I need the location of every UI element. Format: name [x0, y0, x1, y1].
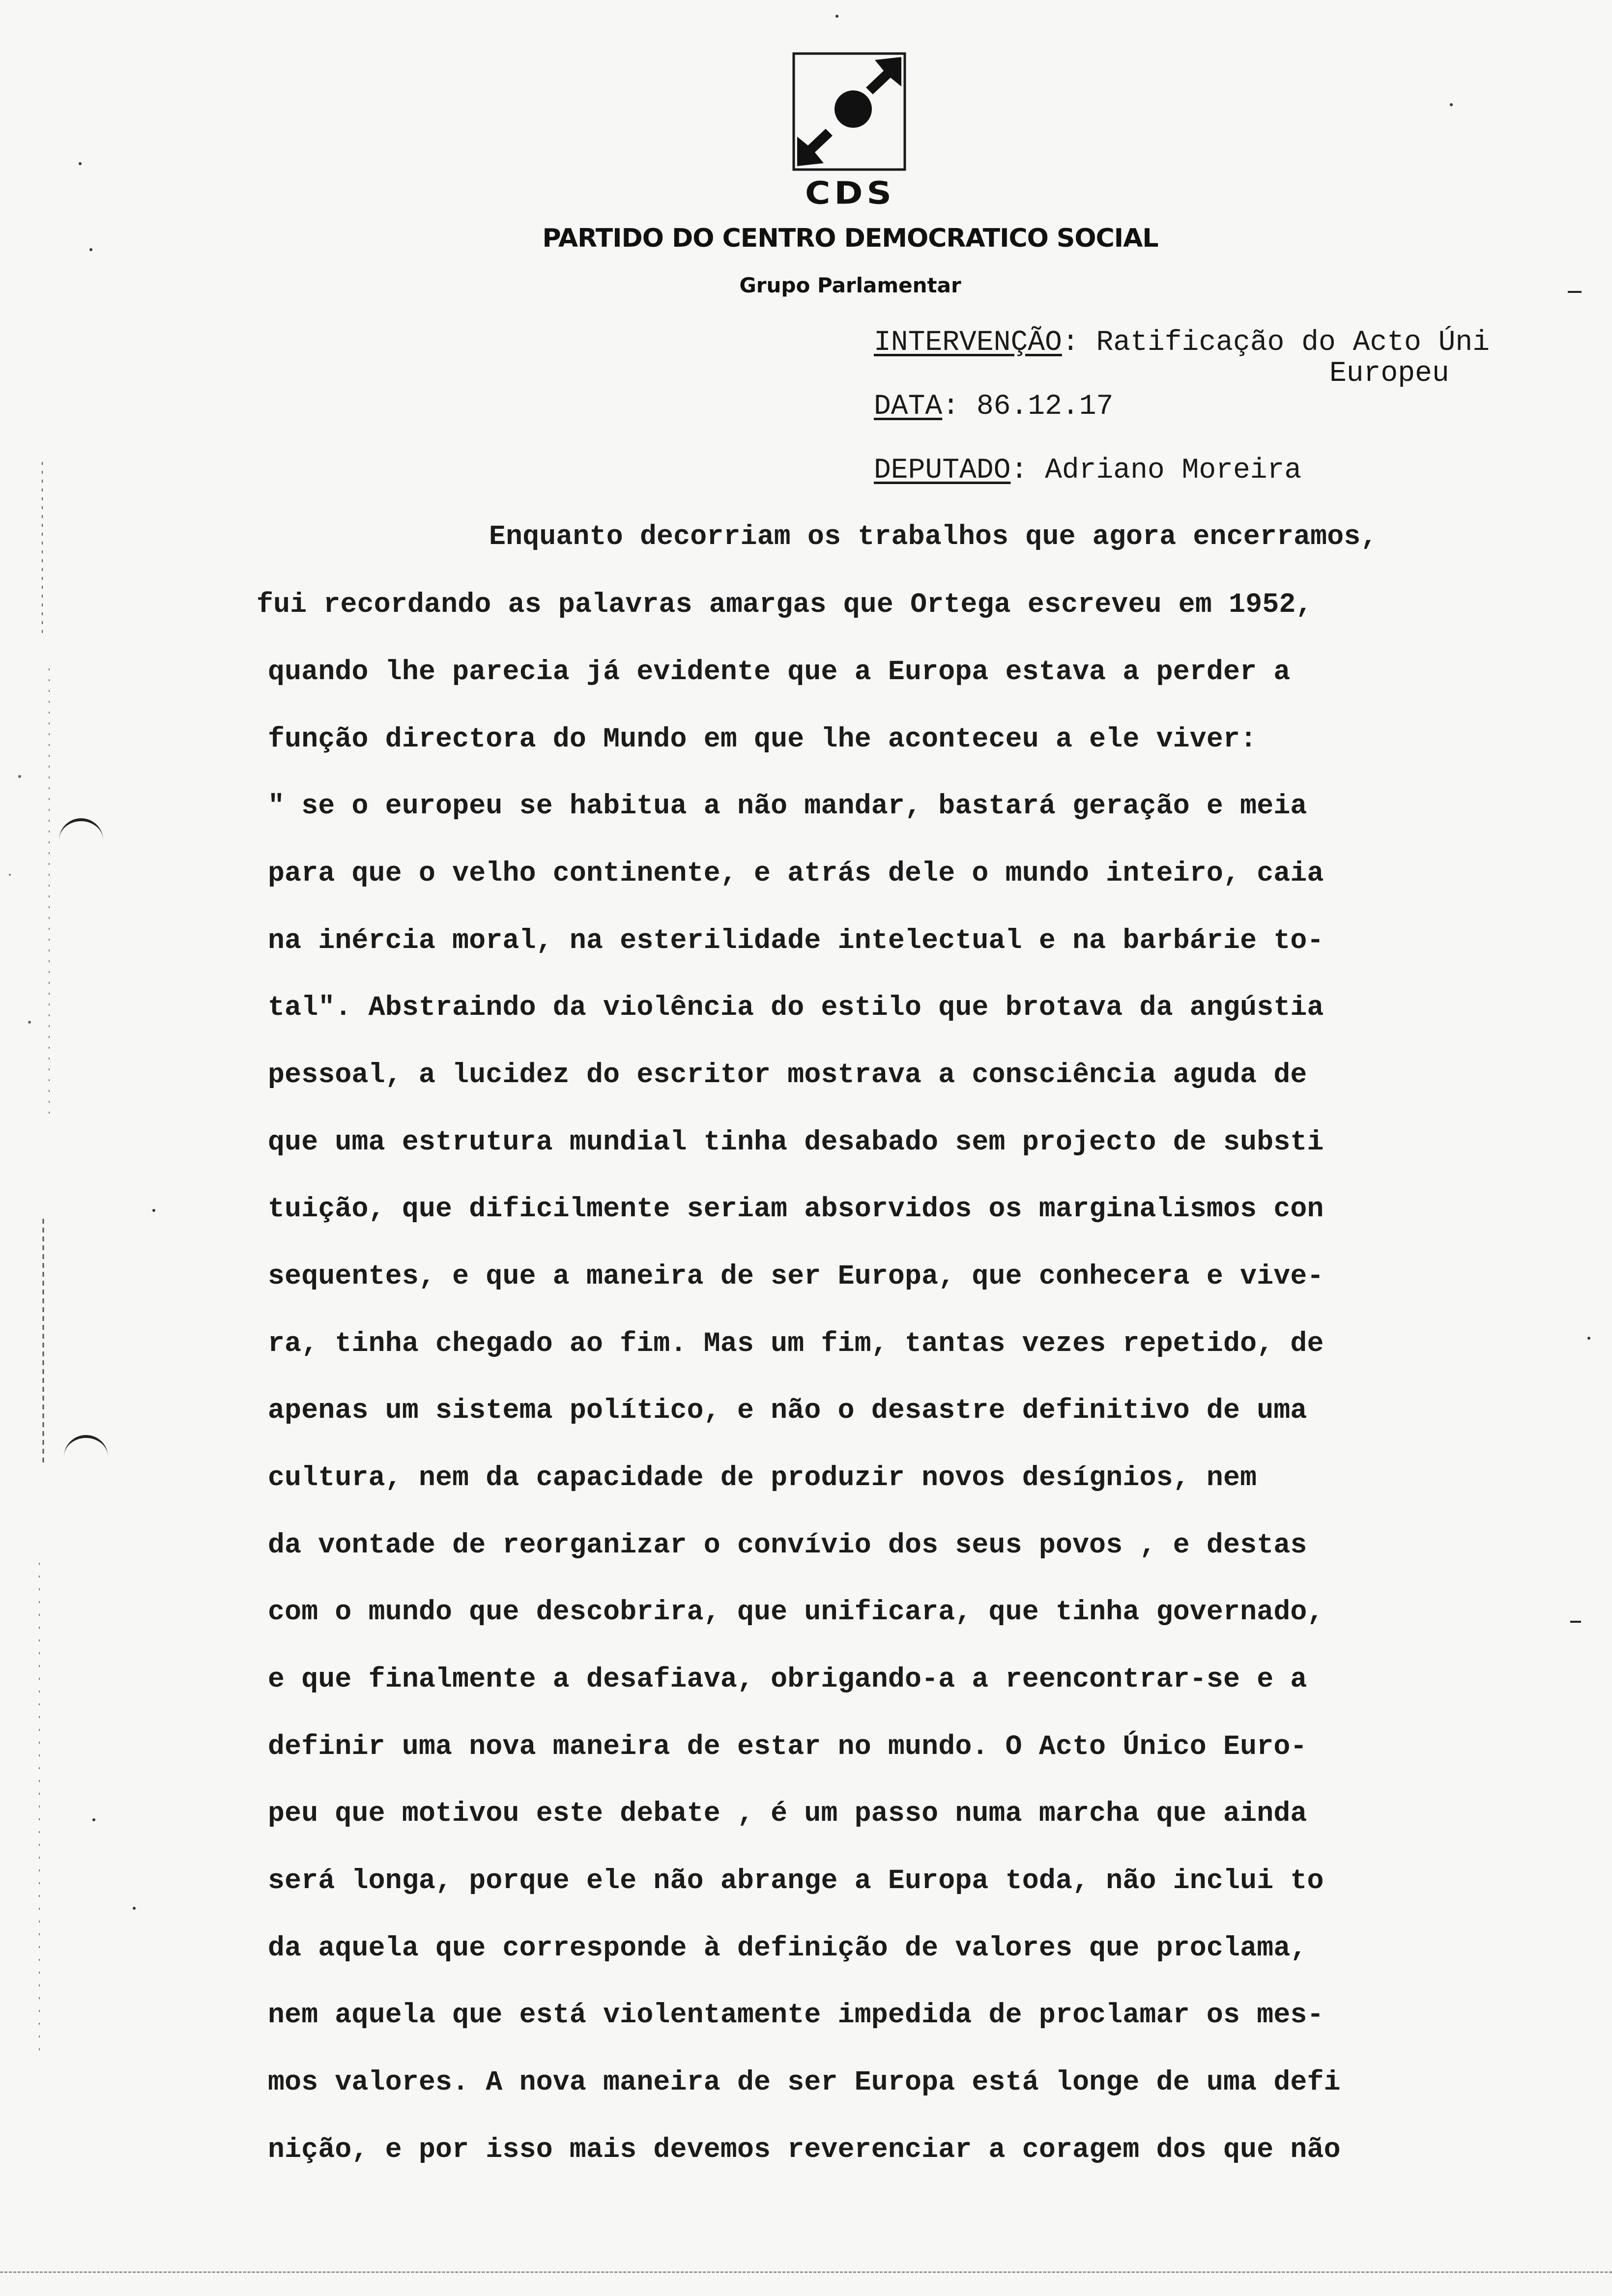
scan-mark-icon [59, 818, 103, 841]
body-line: fui recordando as palavras amargas que Ortega escreveu em 1952, [257, 589, 1313, 620]
body-line: tuição, que dificilmente seriam absorvidos os marginalismos con [268, 1193, 1324, 1225]
body-line: e que finalmente a desafiava, obrigando-a a reencontrar-se e a [268, 1664, 1307, 1695]
body-line: cultura, nem da capacidade de produzir novos desígnios, nem [268, 1462, 1257, 1493]
meta-deputado [874, 455, 1301, 487]
body-line: com o mundo que descobrira, que unificara, que tinha governado, [268, 1596, 1324, 1628]
scan-mark-icon [64, 1435, 108, 1458]
body-line: tal". Abstraindo da violência do estilo que brotava da angústia [268, 992, 1324, 1023]
body-line: nição, e por isso mais devemos reverenciar a coragem dos que não [268, 2134, 1341, 2165]
body-line: Enquanto decorriam os trabalhos que agora encerramos, [489, 521, 1378, 552]
body-line: para que o velho continente, e atrás dele o mundo inteiro, caia [268, 858, 1324, 889]
scan-dash [1570, 1621, 1581, 1623]
body-line: mos valores. A nova maneira de ser Europa está longe de uma defi [268, 2066, 1341, 2098]
scan-dot [835, 15, 838, 18]
body-line: sequentes, e que a maneira de ser Europa, que conhecera e vive- [268, 1261, 1324, 1292]
body-line: quando lhe parecia já evidente que a Europa estava a perder a [268, 656, 1291, 688]
scan-dash [1568, 291, 1582, 293]
deputado-value: Adriano Moreira [1045, 455, 1302, 487]
scan-dot [1587, 1337, 1590, 1340]
scan-dot [1450, 103, 1453, 106]
scan-dot [79, 162, 82, 165]
data-value: 86.12.17 [976, 391, 1114, 423]
body-line: definir uma nova maneira de estar no mundo. O Acto Único Euro- [268, 1731, 1307, 1762]
binding-edge [0, 432, 64, 2103]
body-line: " se o europeu se habitua a não mandar, bastará geração e meia [268, 790, 1307, 822]
body-line: função directora do Mundo em que lhe aconteceu a ele viver: [268, 723, 1257, 755]
scan-bottom-edge [0, 2271, 1612, 2278]
body-line: pessoal, a lucidez do escritor mostrava a consciência aguda de [268, 1059, 1307, 1091]
party-name: PARTIDO DO CENTRO DEMOCRATICO SOCIAL [542, 224, 1158, 253]
cds-logo-icon [792, 52, 906, 171]
data-label: DATA [874, 391, 943, 423]
intervencao-label: INTERVENÇÃO [874, 327, 1062, 359]
logo-text: CDS [805, 175, 895, 211]
colon: : [942, 391, 977, 423]
deputado-label: DEPUTADO [874, 455, 1011, 487]
intervencao-value: Ratificação do Acto Úni [1096, 327, 1490, 359]
body-line: nem aquela que está violentamente impedida de proclamar os mes- [268, 1999, 1324, 2031]
body-line: será longa, porque ele não abrange a Europa toda, não inclui to [268, 1865, 1324, 1896]
body-line: apenas um sistema político, e não o desastre definitivo de uma [268, 1395, 1307, 1426]
meta-intervencao [874, 327, 1490, 359]
scan-dot [92, 1818, 95, 1821]
colon: : [1010, 455, 1045, 487]
body-line: da aquela que corresponde à definição de valores que proclama, [268, 1932, 1307, 1964]
group-name: Grupo Parlamentar [739, 273, 961, 297]
body-line: ra, tinha chegado ao fim. Mas um fim, tantas vezes repetido, de [268, 1328, 1324, 1359]
colon: : [1062, 327, 1096, 359]
scan-dot [152, 1209, 155, 1212]
scan-dot [133, 1907, 136, 1910]
body-line: peu que motivou este debate , é um passo numa marcha que ainda [268, 1798, 1307, 1829]
scan-dot [89, 248, 92, 251]
intervencao-value-cont: Europeu [1329, 358, 1449, 390]
meta-data [874, 391, 1113, 423]
body-line: que uma estrutura mundial tinha desabado sem projecto de substi [268, 1126, 1324, 1158]
body-line: na inércia moral, na esterilidade intelectual e na barbárie to- [268, 925, 1324, 956]
body-line: da vontade de reorganizar o convívio dos seus povos , e destas [268, 1529, 1307, 1561]
